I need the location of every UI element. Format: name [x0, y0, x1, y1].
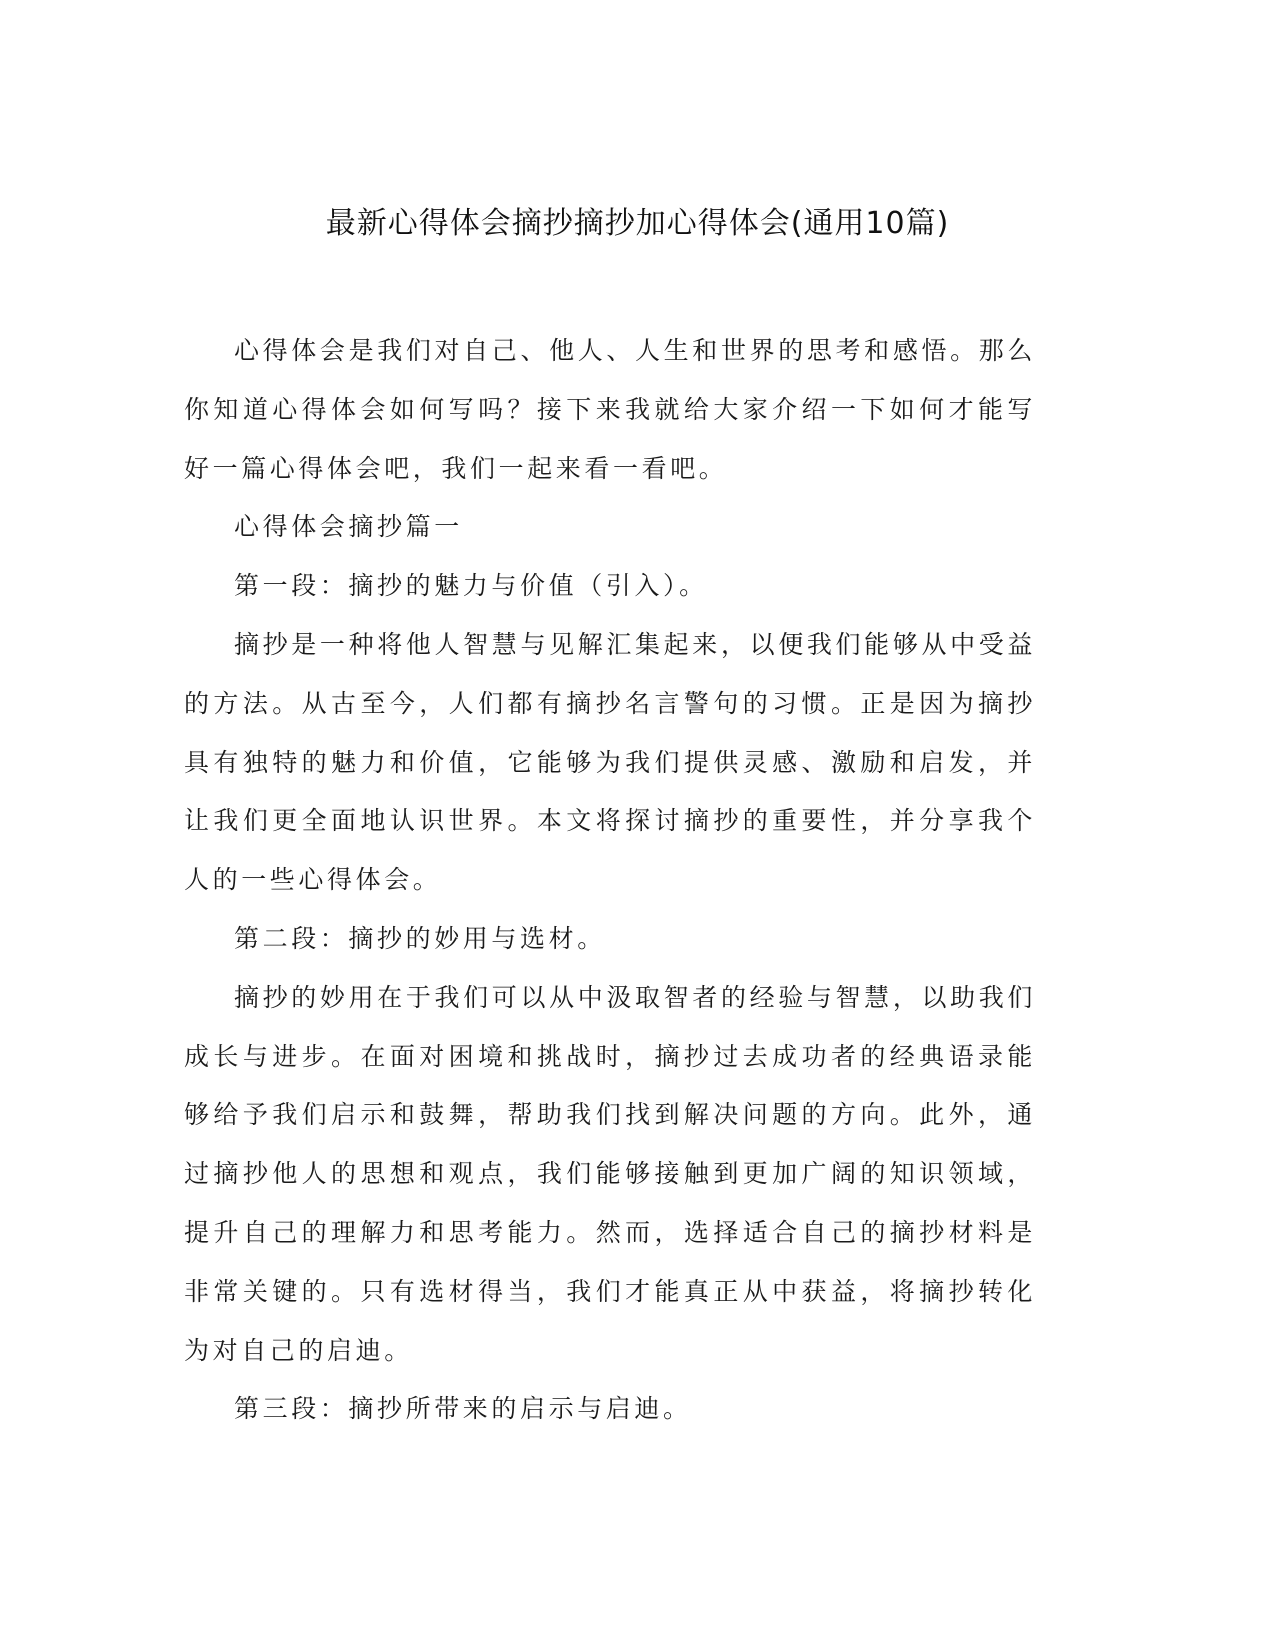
body-paragraph: 摘抄的妙用在于我们可以从中汲取智者的经验与智慧，以助我们成长与进步。在面对困境和挑战时，摘抄过去成功者的经典语录能够给予我们启示和鼓舞，帮助我们找到解决问题的方向。此外，通过摘抄他人的思想和观点，我们能够接触到更加广阔的知识领域，提升自己的理解力和思考能力。然而，选择适合自己的摘抄材料是非常关键的。只有选材得当，我们才能真正从中获益，将摘抄转化为对自己的启迪。	[184, 982, 1036, 1365]
document-body	[184, 322, 1036, 1439]
body-paragraph: 摘抄是一种将他人智慧与见解汇集起来，以便我们能够从中受益的方法。从古至今，人们都有摘抄名言警句的习惯。正是因为摘抄具有独特的魅力和价值，它能够为我们提供灵感、激励和启发，并让我们更全面地认识世界。本文将探讨摘抄的重要性，并分享我个人的一些心得体会。	[184, 629, 1036, 895]
subsection-heading: 第二段：摘抄的妙用与选材。	[234, 923, 606, 953]
intro-paragraph: 心得体会是我们对自己、他人、人生和世界的思考和感悟。那么你知道心得体会如何写吗？接下来我就给大家介绍一下如何才能写好一篇心得体会吧，我们一起来看一看吧。	[184, 336, 1036, 483]
section-heading: 心得体会摘抄篇一	[234, 512, 463, 542]
document-title: 最新心得体会摘抄摘抄加心得体会(通用10篇)	[325, 206, 950, 241]
subsection-heading: 第一段：摘抄的魅力与价值（引入）。	[234, 571, 708, 601]
subsection-heading: 第三段：摘抄所带来的启示与启迪。	[234, 1394, 692, 1424]
